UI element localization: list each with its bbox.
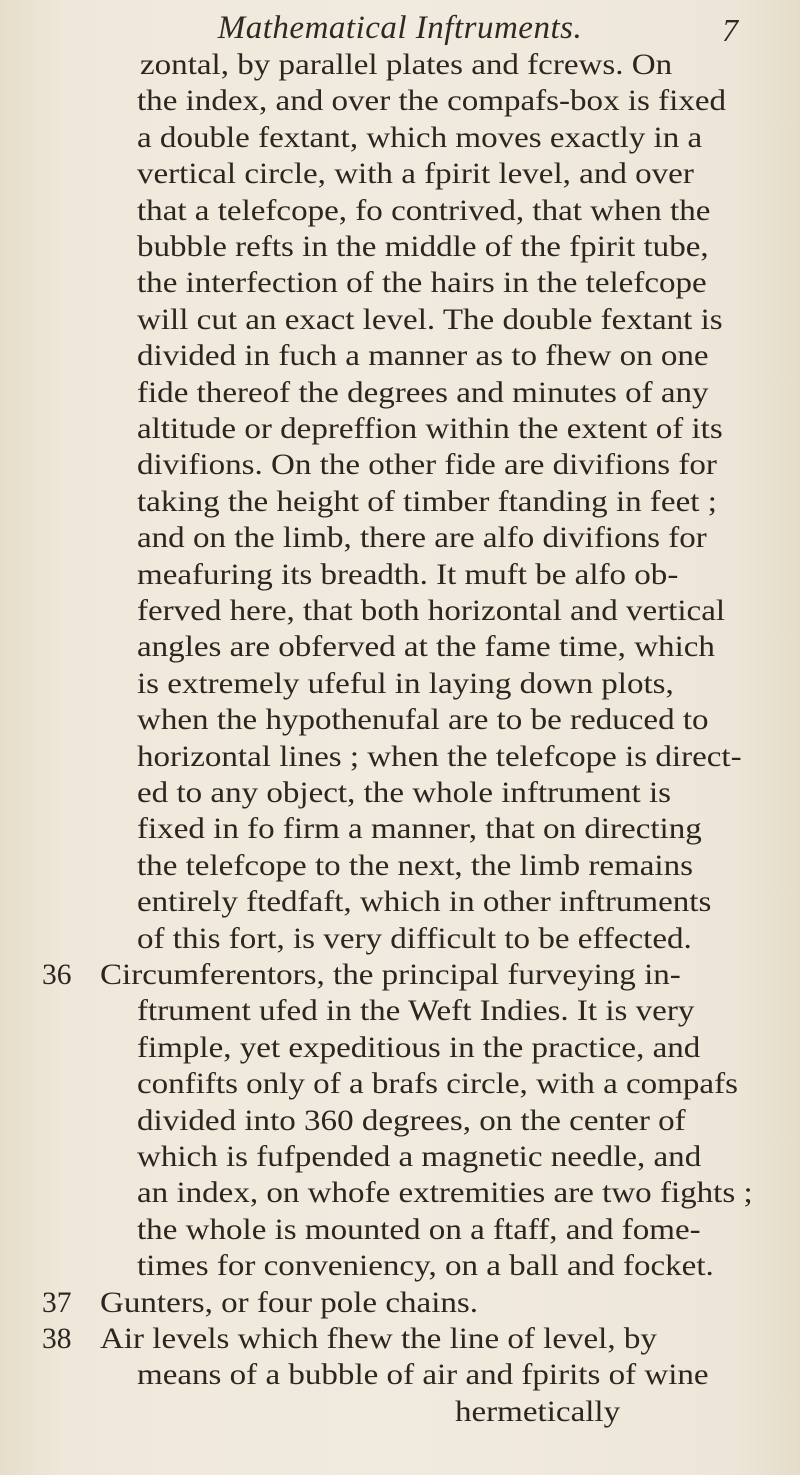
text-line <box>0 1358 800 1392</box>
text-line <box>0 1322 800 1356</box>
line-text: divided into 360 degrees, on the center of <box>137 1104 686 1137</box>
line-text: times for conveniency, on a ball and focket. <box>137 1250 714 1283</box>
text-line <box>0 412 800 446</box>
text-line <box>0 1031 800 1065</box>
running-title: Mathematical Inftruments. <box>217 10 583 46</box>
line-text: vertical circle, with a fpirit level, and over <box>137 158 694 191</box>
text-line <box>0 1140 800 1174</box>
text-line <box>0 849 800 883</box>
line-text: when the hypothenufal are to be reduced to <box>137 704 709 737</box>
line-text: zontal, by parallel plates and fcrews. On <box>140 49 673 81</box>
text-line <box>0 303 800 337</box>
text-line <box>0 230 800 264</box>
text-line <box>0 1213 800 1247</box>
line-text: ftrument ufed in the Weft Indies. It is very <box>137 995 695 1028</box>
margin-number: 38 <box>42 1323 72 1355</box>
page-header <box>0 6 800 46</box>
text-line <box>0 1176 800 1210</box>
text-line <box>0 812 800 846</box>
text-line <box>0 376 800 410</box>
line-text: Air levels which fhew the line of level, by <box>100 1323 657 1355</box>
text-line <box>0 885 800 919</box>
line-text: that a telefcope, fo contrived, that when the <box>137 194 711 227</box>
line-text: ferved here, that both horizontal and vertical <box>137 595 726 627</box>
line-text: and on the limb, there are alfo divifions for <box>137 522 707 555</box>
line-text: the interfection of the hairs in the telefcope <box>137 267 707 300</box>
line-text: Circumferentors, the principal furveying in- <box>100 959 681 991</box>
text-line <box>0 1395 800 1429</box>
line-text: a double fextant, which moves exactly in a <box>137 121 703 154</box>
text-line <box>0 958 800 992</box>
text-line <box>0 521 800 555</box>
line-text: the telefcope to the next, the limb remains <box>137 849 693 882</box>
line-text: horizontal lines ; when the telefcope is direct- <box>137 740 742 773</box>
line-text: which is fufpended a magnetic needle, and <box>137 1141 702 1173</box>
line-text: divided in fuch a manner as to fhew on one <box>137 340 709 373</box>
text-line <box>0 84 800 118</box>
text-line <box>0 121 800 155</box>
text-line <box>0 1286 800 1320</box>
line-text: ed to any object, the whole inftrument is <box>137 777 672 809</box>
text-line <box>0 1067 800 1101</box>
text-line <box>0 740 800 774</box>
line-text: angles are obferved at the fame time, which <box>137 631 715 664</box>
text-line <box>0 703 800 737</box>
text-line <box>0 448 800 482</box>
line-text: fimple, yet expeditious in the practice, and <box>137 1031 701 1064</box>
line-text: divifions. On the other fide are divifions for <box>137 449 717 482</box>
line-text: meafuring its breadth. It muft be alfo ob- <box>137 558 679 591</box>
text-line <box>0 194 800 228</box>
text-line <box>0 339 800 373</box>
line-text: fixed in fo firm a manner, that on directing <box>137 813 702 846</box>
line-text: is extremely ufeful in laying down plots, <box>137 667 674 700</box>
text-line <box>0 776 800 810</box>
line-text: fide thereof the degrees and minutes of any <box>137 376 709 409</box>
text-line <box>0 1249 800 1283</box>
line-text: confifts only of a brafs circle, with a compafs <box>137 1068 738 1101</box>
line-text: the whole is mounted on a ftaff, and fome- <box>137 1213 701 1246</box>
text-line <box>0 630 800 664</box>
margin-number: 37 <box>42 1286 72 1319</box>
text-line <box>0 922 800 956</box>
line-text: bubble refts in the middle of the fpirit tube, <box>137 231 709 263</box>
text-line <box>0 1104 800 1138</box>
line-text: of this fort, is very difficult to be effected. <box>137 922 692 955</box>
text-line <box>0 994 800 1028</box>
text-line <box>0 266 800 300</box>
margin-number: 36 <box>42 959 72 991</box>
line-text: entirely ftedfaft, which in other inftruments <box>137 886 712 919</box>
text-line <box>0 594 800 628</box>
text-line <box>0 558 800 592</box>
line-text: taking the height of timber ftanding in feet ; <box>137 485 717 518</box>
text-line <box>0 157 800 191</box>
line-text: means of a bubble of air and fpirits of wine <box>137 1359 709 1392</box>
line-text: hermetically <box>455 1395 621 1428</box>
page-number: 7 <box>722 12 738 48</box>
line-text: the index, and over the compafs-box is fixed <box>137 85 727 118</box>
text-line <box>0 48 800 82</box>
line-text: will cut an exact level. The double fextant is <box>137 303 723 336</box>
line-text: altitude or depreffion within the extent of its <box>137 413 723 445</box>
line-text: an index, on whofe extremities are two fights ; <box>137 1177 753 1210</box>
line-text: Gunters, or four pole chains. <box>100 1286 479 1319</box>
text-line <box>0 667 800 701</box>
text-line <box>0 485 800 519</box>
